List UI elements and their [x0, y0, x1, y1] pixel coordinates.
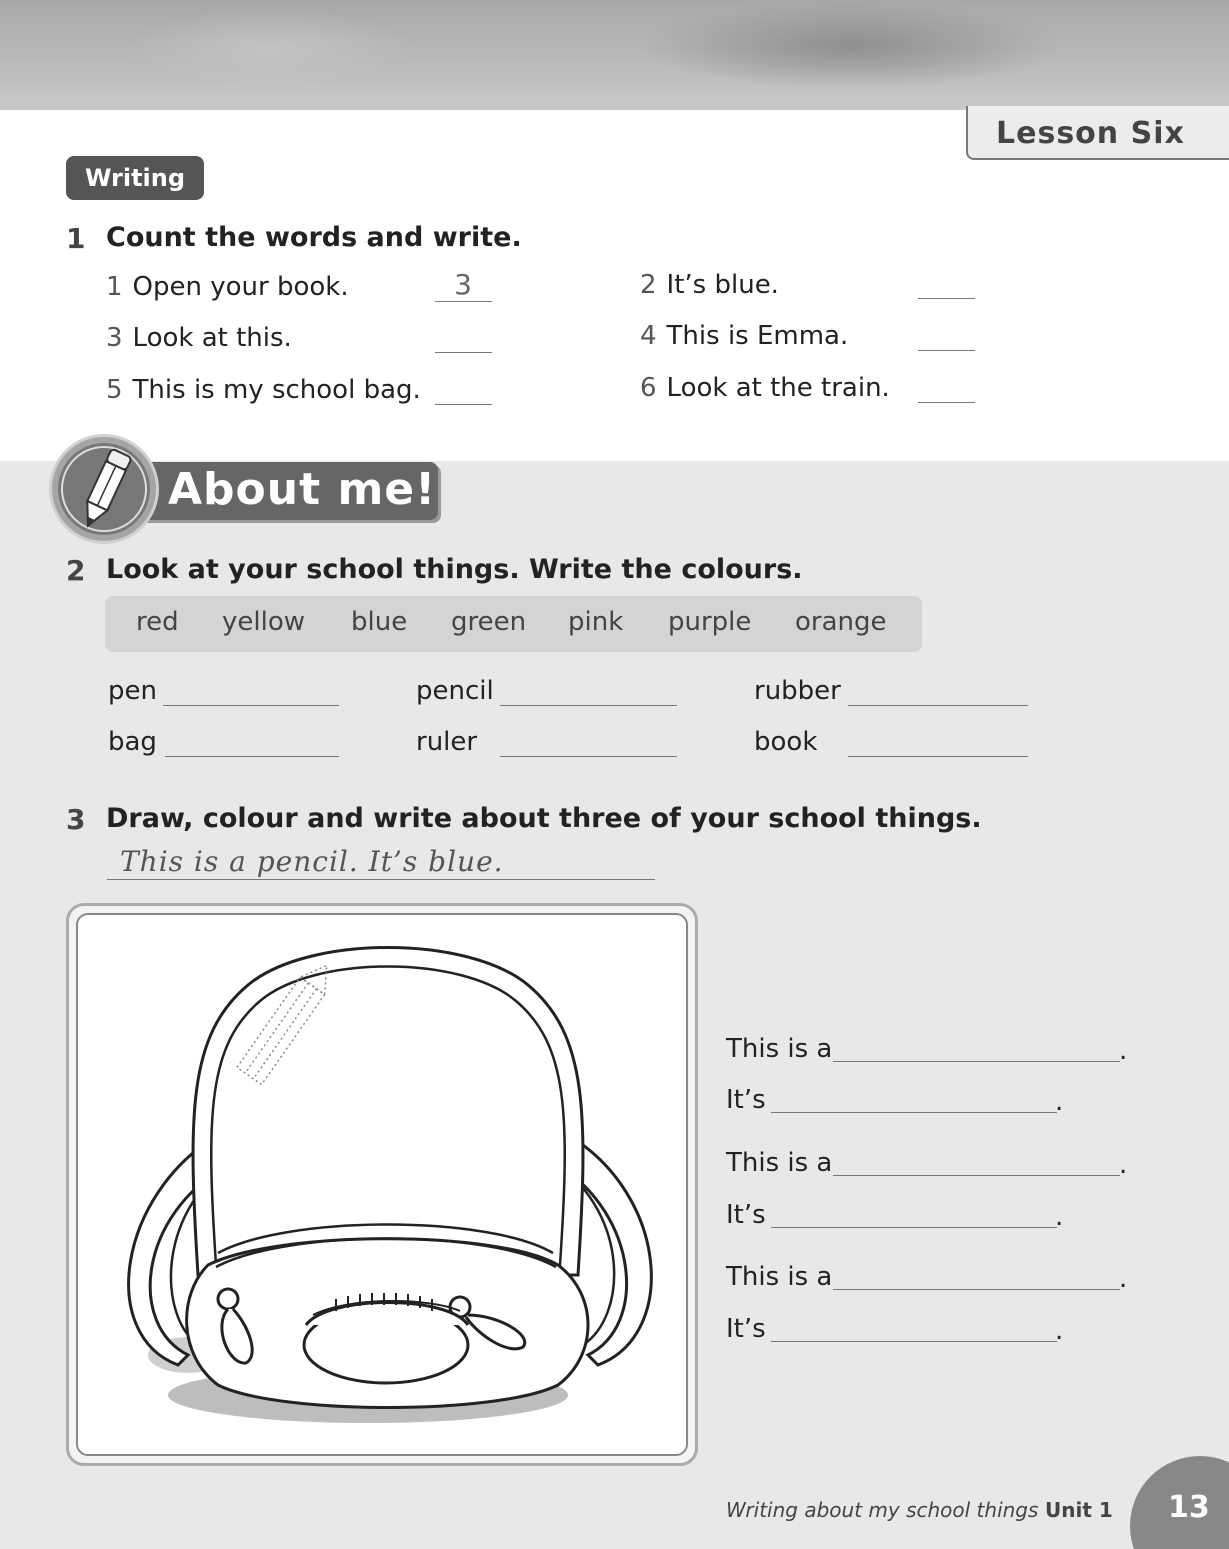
prompt-this-is: This is a	[726, 1034, 833, 1064]
footer-topic: Writing about my school things	[726, 1498, 1039, 1522]
exercise-title: Look at your school things. Write the colours.	[106, 554, 803, 585]
thing-label: book	[754, 727, 818, 757]
model-line	[107, 878, 655, 880]
colour-blank[interactable]	[771, 1111, 1057, 1113]
ex1-item-5	[106, 375, 421, 405]
colour-blank[interactable]	[771, 1226, 1057, 1228]
thing-label: pencil	[416, 676, 494, 706]
answer-value[interactable]: 3	[454, 268, 472, 301]
item-number: 1	[106, 272, 123, 302]
word-bank-item: blue	[351, 607, 408, 637]
colour-blank[interactable]	[500, 755, 677, 757]
item-number: 4	[640, 321, 657, 351]
item-text: Look at this.	[132, 323, 292, 353]
thing-blank[interactable]	[833, 1174, 1120, 1176]
answer-blank[interactable]	[435, 403, 492, 405]
answer-blank[interactable]	[918, 349, 975, 351]
answer-blank[interactable]	[918, 297, 975, 299]
footer-unit: Unit 1	[1045, 1498, 1113, 1522]
item-number: 5	[106, 375, 123, 405]
about-me-badge	[52, 437, 156, 541]
word-bank-item: green	[451, 607, 527, 637]
school-bag-illustration	[78, 915, 690, 1458]
thing-label: rubber	[754, 676, 841, 706]
prompt-period: .	[1055, 1087, 1064, 1117]
thing-label: bag	[108, 727, 157, 757]
item-number: 2	[640, 270, 657, 300]
thing-label: pen	[108, 676, 157, 706]
exercise-number: 3	[66, 803, 86, 836]
section-badge: Writing	[66, 156, 204, 200]
word-bank-item: orange	[795, 607, 887, 637]
colour-blank[interactable]	[500, 704, 677, 706]
item-text: This is my school bag.	[132, 375, 421, 405]
lesson-tab	[966, 106, 1229, 160]
exercise-title: Draw, colour and write about three of your school things.	[106, 803, 982, 834]
word-bank-item: red	[136, 607, 179, 637]
page-number: 13	[1168, 1490, 1210, 1525]
word-bank-item: yellow	[222, 607, 306, 637]
photo-shape	[640, 0, 1060, 90]
colour-blank[interactable]	[771, 1340, 1057, 1342]
lesson-title: Lesson Six	[996, 116, 1185, 151]
prompt-this-is: This is a	[726, 1148, 833, 1178]
prompt-its: It’s	[726, 1314, 766, 1344]
model-sentence: This is a pencil. It’s blue.	[120, 845, 504, 878]
ex1-item-1	[106, 272, 349, 302]
thing-blank[interactable]	[833, 1288, 1120, 1290]
photo-shape	[120, 10, 420, 90]
exercise-title: Count the words and write.	[106, 222, 522, 253]
answer-blank[interactable]	[435, 300, 492, 302]
colour-blank[interactable]	[848, 755, 1028, 757]
exercise-number: 1	[66, 222, 86, 255]
prompt-its: It’s	[726, 1200, 766, 1230]
pencil-icon	[58, 443, 150, 535]
item-number: 3	[106, 323, 123, 353]
thing-label: ruler	[416, 727, 478, 757]
drawing-area[interactable]	[76, 913, 688, 1456]
answer-blank[interactable]	[435, 351, 492, 353]
prompt-period: .	[1119, 1036, 1128, 1066]
answer-blank[interactable]	[918, 401, 975, 403]
prompt-this-is: This is a	[726, 1262, 833, 1292]
item-text: Look at the train.	[666, 373, 890, 403]
word-bank-item: pink	[568, 607, 624, 637]
header-photo-band	[0, 0, 1229, 110]
ex1-item-3	[106, 323, 292, 353]
prompt-its: It’s	[726, 1085, 766, 1115]
ex1-item-2	[640, 270, 779, 300]
item-number: 6	[640, 373, 657, 403]
exercise-number: 2	[66, 554, 86, 587]
prompt-period: .	[1119, 1150, 1128, 1180]
about-me-title: About me!	[168, 464, 437, 515]
ex1-item-6	[640, 373, 890, 403]
prompt-period: .	[1055, 1202, 1064, 1232]
item-text: Open your book.	[132, 272, 349, 302]
ex1-item-4	[640, 321, 848, 351]
colour-blank[interactable]	[163, 704, 339, 706]
thing-blank[interactable]	[833, 1060, 1120, 1062]
item-text: It’s blue.	[666, 270, 779, 300]
word-bank-item: purple	[668, 607, 752, 637]
colour-blank[interactable]	[848, 704, 1028, 706]
colour-blank[interactable]	[165, 755, 339, 757]
item-text: This is Emma.	[666, 321, 849, 351]
about-me-banner	[140, 462, 438, 520]
prompt-period: .	[1055, 1316, 1064, 1346]
prompt-period: .	[1119, 1264, 1128, 1294]
